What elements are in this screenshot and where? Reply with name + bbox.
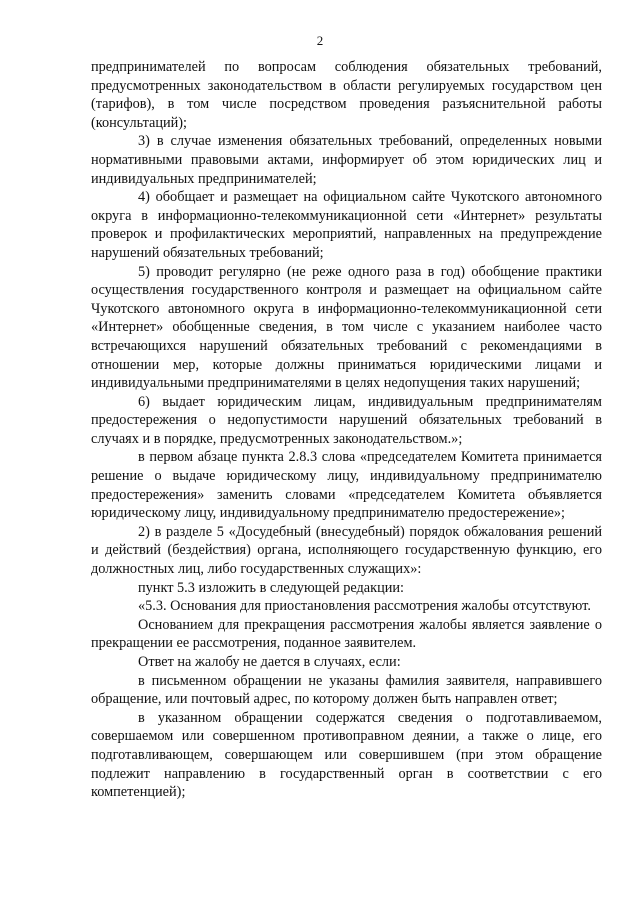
page-number: 2: [316, 33, 324, 48]
paragraph-clause-5-3: «5.3. Основания для приостановления рассмотрения жалобы отсутствуют.: [138, 598, 591, 615]
paragraph-item-5: 5) проводит регулярно (не реже одного раза в год) обобщение практики осуществления государственного контроля и размещает на официальном сайте Чукотского автономного округа в информационно-телекоммуникационной сети «Интернет» обобщенные сведения, в том числе с указанием наиболее часто встречающихся нарушений обязательных требований с рекомендациями в отношении мер, которые должны приниматься юридическими лицами и индивидуальными предпринимателями в целях недопущения таких нарушений;: [91, 263, 602, 392]
document-body: [91, 58, 602, 802]
paragraph-case-no-name: в письменном обращении не указаны фамилия заявителя, направившего обращение, или почтовый адрес, по которому должен быть направлен ответ;: [91, 672, 602, 708]
paragraph-amendment-2-8-3: в первом абзаце пункта 2.8.3 слова «председателем Комитета принимается решение о выдаче юридическому лицу, индивидуальному предпринимателю предостережения» заменить словами «председателем Комитета объявляется юридическому лицу, индивидуальному предпринимателю предостережение»;: [91, 449, 602, 522]
paragraph-termination-basis: Основанием для прекращения рассмотрения жалобы является заявление о прекращении ее рассмотрения, поданное заявителем.: [91, 616, 602, 652]
paragraph-item-3: 3) в случае изменения обязательных требований, определенных новыми нормативными правовыми актами, информирует об этом юридических лиц и индивидуальных предпринимателей;: [91, 133, 602, 187]
paragraph-continuation: предпринимателей по вопросам соблюдения обязательных требований, предусмотренных законодательством в области регулируемых государством цен (тарифов), в том числе посредством проведения разъяснительной работы (консультаций);: [91, 59, 602, 131]
paragraph-clause-5-3-intro: пункт 5.3 изложить в следующей редакции:: [138, 579, 405, 596]
paragraph-case-unlawful-act: в указанном обращении содержатся сведения о подготавливаемом, совершаемом или совершенном противоправном деянии, а также о лице, его подготавливающем, совершающем или совершившем (при этом обращение подлежит направлению в государственный орган в соответствии с его компетенцией);: [91, 709, 602, 801]
paragraph-item-4: 4) обобщает и размещает на официальном сайте Чукотского автономного округа в информационно-телекоммуникационной сети «Интернет» результаты проверок и профилактических мероприятий, направленных на предупреждение нарушений обязательных требований;: [91, 189, 602, 261]
paragraph-section-5: 2) в разделе 5 «Досудебный (внесудебный) порядок обжалования решений и действий (бездействия) органа, исполняющего государственную функцию, его должностных лиц, либо государственных служащих»:: [91, 523, 602, 578]
paragraph-no-response-cases: Ответ на жалобу не дается в случаях, если:: [138, 654, 401, 670]
paragraph-item-6: 6) выдает юридическим лицам, индивидуальным предпринимателям предостережения о недопустимости нарушений обязательных требований в случаях и в порядке, предусмотренных законодательством.»;: [91, 393, 602, 447]
